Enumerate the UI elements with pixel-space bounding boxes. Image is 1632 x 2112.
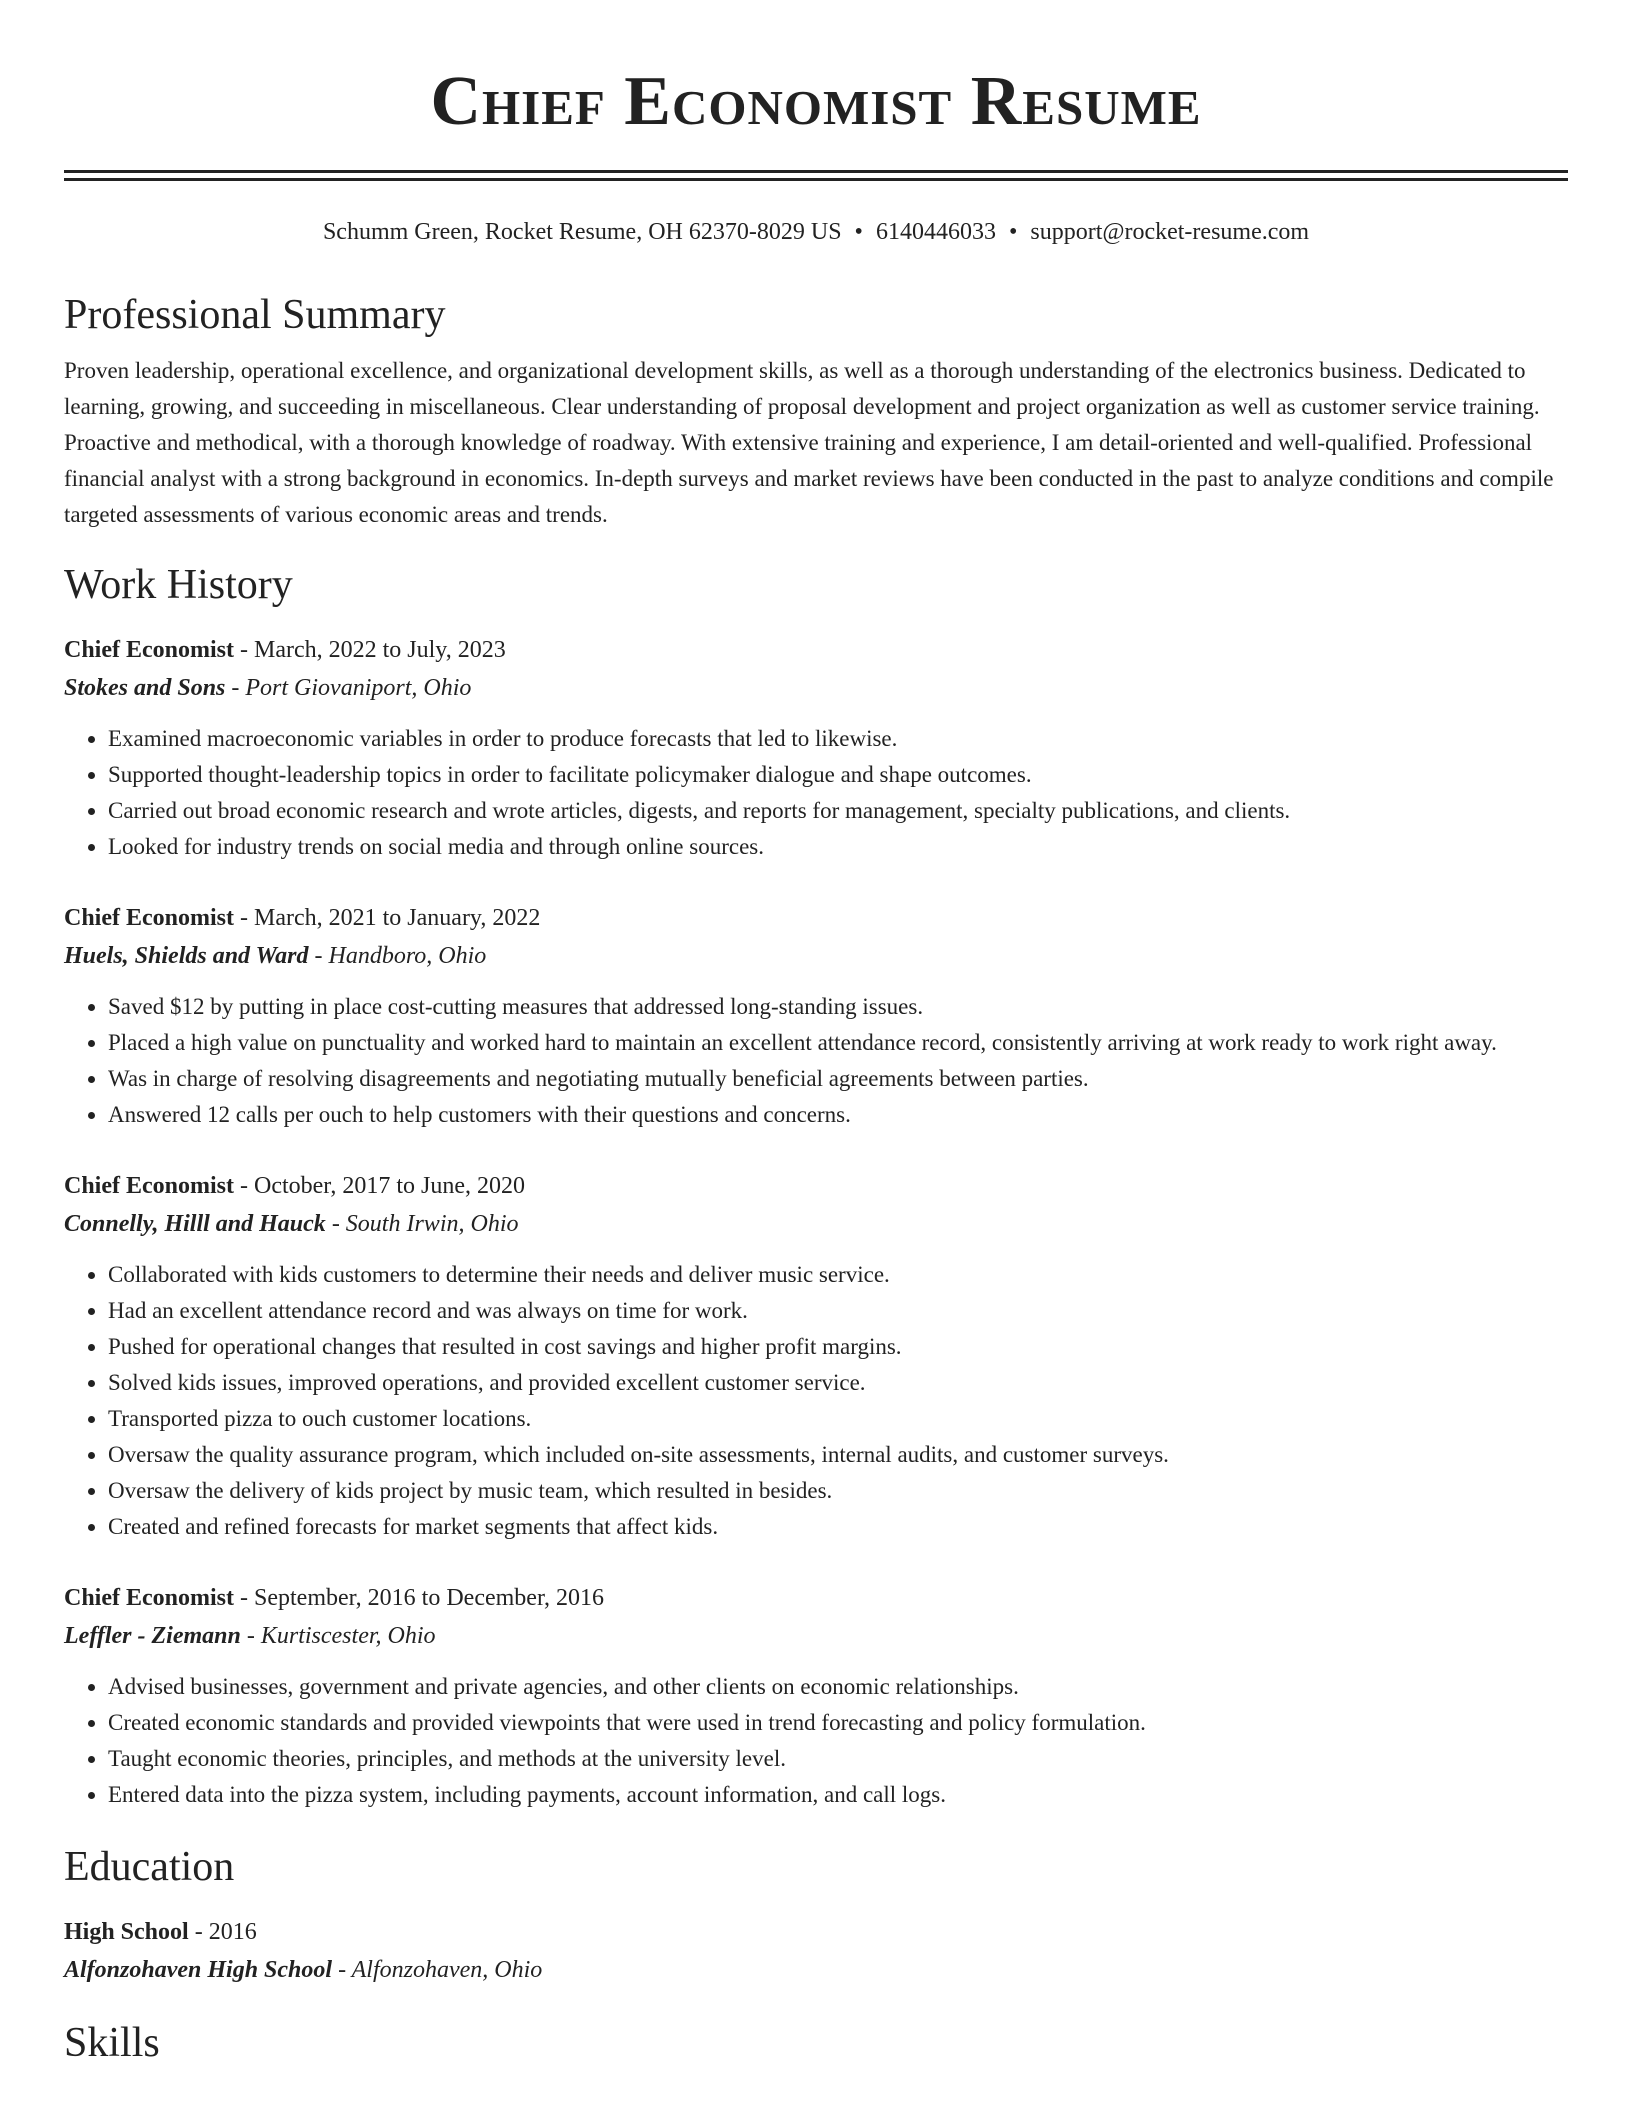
degree-year: - 2016	[188, 1919, 257, 1945]
job-title: Chief Economist	[64, 905, 234, 931]
job-bullet: • Answered 12 calls per ouch to help customers with their questions and concerns.	[108, 1097, 1568, 1133]
job-title-line	[64, 1167, 1568, 1205]
school-line	[64, 1951, 1568, 1989]
company-location: - Handboro, Ohio	[308, 943, 487, 969]
job-entry	[64, 631, 1568, 865]
job-bullet: • Created economic standards and provided viewpoints that were used in trend forecasting and policy formulation.	[108, 1705, 1568, 1741]
job-title: Chief Economist	[64, 1173, 234, 1199]
education-heading: Education	[64, 1844, 235, 1890]
job-title: Chief Economist	[64, 1585, 234, 1611]
job-bullet: • Created and refined forecasts for market segments that affect kids.	[108, 1509, 1568, 1545]
job-bullet: • Placed a high value on punctuality and worked hard to maintain an excellent attendance record, consistently arriving at work ready to work right away.	[108, 1025, 1568, 1061]
job-bullet: • Collaborated with kids customers to determine their needs and deliver music service.	[108, 1257, 1568, 1293]
job-bullet: • Had an excellent attendance record and was always on time for work.	[108, 1293, 1568, 1329]
job-bullet: • Oversaw the quality assurance program, which included on-site assessments, internal audits, and customer surveys.	[108, 1437, 1568, 1473]
job-title: Chief Economist	[64, 637, 234, 663]
summary-text: Proven leadership, operational excellence, and organizational development skills, as well as a thorough understanding of the electronics business. Dedicated to learning, growing, and succeeding in miscellaneous. Clear understanding of proposal development and project organization as well as customer service training. Proactive and methodical, with a thorough knowledge of roadway. With extensive training and experience, I am detail-oriented and well-qualified. Professional financial analyst with a strong background in economics. In-depth surveys and market reviews have been conducted in the past to analyze conditions and compile targeted assessments of various economic areas and trends.	[64, 358, 1554, 527]
job-bullet: • Supported thought-leadership topics in order to facilitate policymaker dialogue and shape outcomes.	[108, 757, 1568, 793]
job-bullet: • Advised businesses, government and private agencies, and other clients on economic relationships.	[108, 1669, 1568, 1705]
company-location: - Kurtiscester, Ohio	[240, 1623, 436, 1649]
job-bullet: • Entered data into the pizza system, including payments, account information, and call logs.	[108, 1777, 1568, 1813]
job-dates: - March, 2021 to January, 2022	[234, 905, 541, 931]
job-title-line	[64, 631, 1568, 669]
education-entry	[64, 1913, 1568, 1989]
job-bullet: • Taught economic theories, principles, and methods at the university level.	[108, 1741, 1568, 1777]
school-name: Alfonzohaven High School	[64, 1957, 333, 1983]
resume-title: Chief Economist Resume	[430, 63, 1202, 140]
job-dates: - October, 2017 to June, 2020	[234, 1173, 525, 1199]
skills-heading: Skills	[64, 2020, 160, 2066]
job-entry	[64, 899, 1568, 1133]
contact-separator: •	[854, 219, 863, 245]
company-line	[64, 1617, 1568, 1655]
company-location: - Port Giovaniport, Ohio	[225, 675, 472, 701]
job-bullet: • Carried out broad economic research and wrote articles, digests, and reports for management, specialty publications, and clients.	[108, 793, 1568, 829]
job-bullet: • Pushed for operational changes that resulted in cost savings and higher profit margins.	[108, 1329, 1568, 1365]
title-double-rule	[64, 170, 1568, 181]
contact-phone: 6140446033	[875, 219, 996, 245]
summary-heading: Professional Summary	[64, 292, 446, 338]
work-history-heading: Work History	[64, 562, 293, 608]
job-entry	[64, 1167, 1568, 1545]
company-name: Leffler - Ziemann	[64, 1623, 241, 1649]
job-bullet: • Transported pizza to ouch customer locations.	[108, 1401, 1568, 1437]
degree-name: High School	[64, 1919, 189, 1945]
job-dates: - September, 2016 to December, 2016	[234, 1585, 604, 1611]
job-bullet: • Oversaw the delivery of kids project by music team, which resulted in besides.	[108, 1473, 1568, 1509]
company-name: Huels, Shields and Ward	[64, 943, 309, 969]
job-bullet: • Examined macroeconomic variables in order to produce forecasts that led to likewise.	[108, 721, 1568, 757]
job-bullet: • Solved kids issues, improved operations, and provided excellent customer service.	[108, 1365, 1568, 1401]
company-line	[64, 1205, 1568, 1243]
contact-line	[64, 217, 1568, 247]
job-dates: - March, 2022 to July, 2023	[234, 637, 506, 663]
contact-address: Schumm Green, Rocket Resume, OH 62370-8029 US	[322, 219, 842, 245]
job-bullets	[64, 989, 1568, 1133]
company-line	[64, 669, 1568, 707]
job-title-line	[64, 1579, 1568, 1617]
contact-email: support@rocket-resume.com	[1030, 219, 1310, 245]
job-bullet: • Saved $12 by putting in place cost-cutting measures that addressed long-standing issues.	[108, 989, 1568, 1025]
job-bullet: • Was in charge of resolving disagreements and negotiating mutually beneficial agreements between parties.	[108, 1061, 1568, 1097]
job-bullets	[64, 1257, 1568, 1545]
contact-separator: •	[1008, 219, 1018, 245]
company-name: Connelly, Hilll and Hauck	[64, 1211, 326, 1237]
job-entry	[64, 1579, 1568, 1813]
company-location: - South Irwin, Ohio	[325, 1211, 519, 1237]
degree-line	[64, 1913, 1568, 1951]
school-location: - Alfonzohaven, Ohio	[332, 1957, 543, 1983]
job-bullet: • Looked for industry trends on social media and through online sources.	[108, 829, 1568, 865]
job-title-line	[64, 899, 1568, 937]
company-name: Stokes and Sons	[64, 675, 226, 701]
job-bullets	[64, 721, 1568, 865]
job-bullets	[64, 1669, 1568, 1813]
company-line	[64, 937, 1568, 975]
